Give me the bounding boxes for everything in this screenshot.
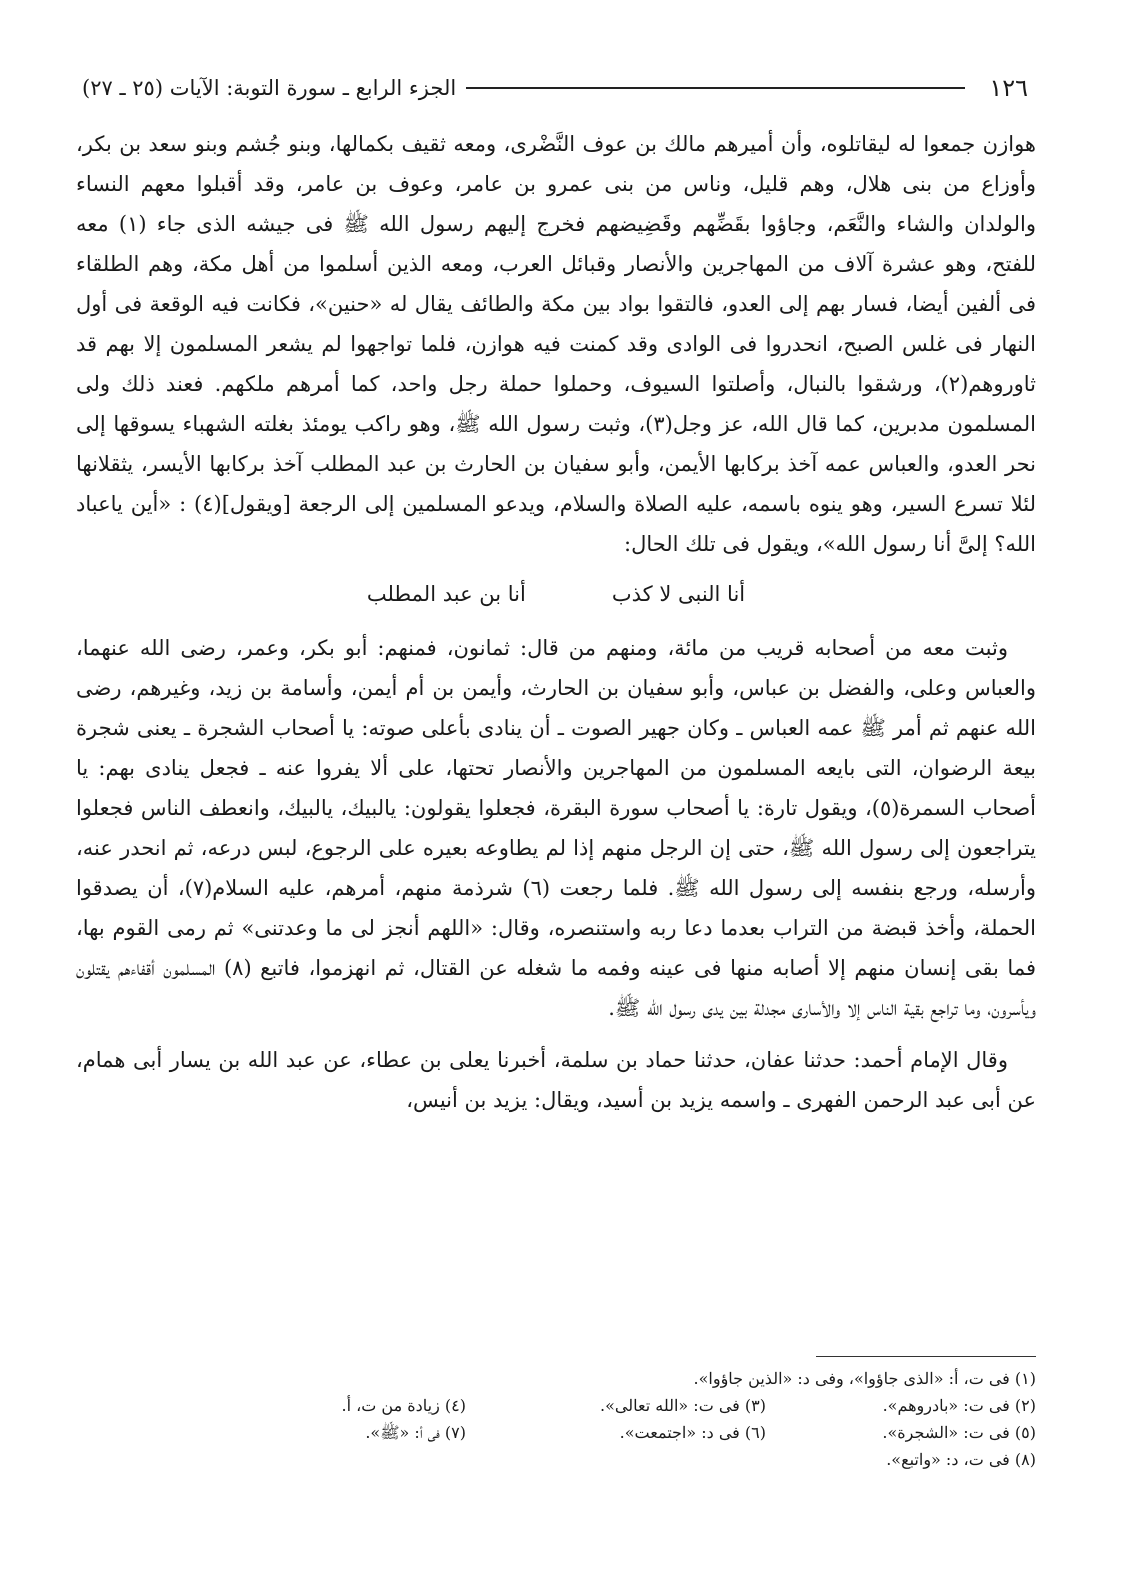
footnote-6: (٦) فى د: «اجتمعت». (619, 1423, 766, 1442)
paragraph-2: وثبت معه من أصحابه قريب من مائة، ومنهم من قال: ثمانون، فمنهم: أبو بكر، وعمر، رضى الله عنهما، والعباس وعلى، والفضل بن عباس، وأبو سفيان بن الحارث، وأيمن بن أم أيمن، وأسامة بن زيد، وغيرهم، رضى الله عنهم ثم أمر ﷺ عمه العباس ـ وكان جهير الصوت ـ أن ينادى بأعلى صوته: يا أصحاب الشجرة ـ يعنى شجرة بيعة الرضوان، التى بايعه المسلمون من المهاجرين والأنصار تحتها، على ألا يفروا عنه ـ فجعل ينادى بهم: يا أصحاب السمرة(٥)، ويقول تارة: يا أصحاب سورة البقرة، فجعلوا يقولون: يالبيك، يالبيك، وانعطف الناس فجعلوا يتراجعون إلى رسول الله ﷺ، حتى إن الرجل منهم إذا لم يطاوعه بعيره على الرجوع، لبس درعه، ثم انحدر عنه، وأرسله، ورجع بنفسه إلى رسول الله ﷺ. فلما رجعت (٦) شرذمة منهم، أمرهم، عليه السلام(٧)، أن يصدقوا الحملة، وأخذ قبضة من التراب بعدما دعا ربه واستنصره، وقال: «اللهم أنجز لى ما وعدتنى» ثم رمى القوم بها، فما بقى إنسان منهم إلا أصابه منها فى عينه وفمه ما شغله عن القتال، ثم انهزموا، فاتبع (٨) المسلمون أقفاءهم يقتلون ويأسرون، وما تراجع بقية الناس إلا والأسارى مجدلة بين يدى رسول الله ﷺ. (76, 636, 1036, 1020)
footnote-rule (816, 1356, 1036, 1357)
footnote-5: (٥) فى ت: «الشجرة». (882, 1423, 1036, 1442)
footnote-2: (٢) فى ت: «بادروهم». (882, 1396, 1036, 1415)
paragraph-3: وقال الإمام أحمد: حدثنا عفان، حدثنا حماد بن سلمة، أخبرنا يعلى بن عطاء، عن عبد الله بن يسار أبى همام، عن أبى عبد الرحمن الفهرى ـ واسمه يزيد بن أسيد، ويقال: يزيد بن أنيس، (76, 1048, 1036, 1112)
footnote-7: (٧) فى أ: «ﷺ». (365, 1423, 466, 1442)
page-number: ١٢٦ (989, 74, 1028, 102)
main-text (76, 124, 1036, 1120)
footnote-4: (٤) زيادة من ت، أ. (341, 1396, 466, 1415)
paragraph-1: هوازن جمعوا له ليقاتلوه، وأن أميرهم مالك بن عوف النَّضْرى، ومعه ثقيف بكمالها، وبنو جُشم وبنو سعد بن بكر، وأوزاع من بنى هلال، وهم قليل، وناس من بنى عمرو بن عامر، وعوف بن عامر، وقد أقبلوا معهم النساء والولدان والشاء والنَّعَم، وجاؤوا بقَضِّهم وقَضِيضهم فخرج إليهم رسول الله ﷺ فى جيشه الذى جاء (١) معه للفتح، وهو عشرة آلاف من المهاجرين والأنصار وقبائل العرب، ومعه الذين أسلموا من أهل مكة، وهم الطلقاء فى ألفين أيضا، فسار بهم إلى العدو، فالتقوا بواد بين مكة والطائف يقال له «حنين»، فكانت فيه الوقعة فى أول النهار فى غلس الصبح، انحدروا فى الوادى وقد كمنت فيه هوازن، فلما تواجهوا لم يشعر المسلمون إلا بهم قد ثاوروهم(٢)، ورشقوا بالنبال، وأصلتوا السيوف، وحملوا حملة رجل واحد، كما أمرهم ملكهم. فعند ذلك ولى المسلمون مدبرين، كما قال الله، عز وجل(٣)، وثبت رسول الله ﷺ، وهو راكب يومئذ بغلته الشهباء يسوقها إلى نحر العدو، والعباس عمه آخذ بركابها الأيمن، وأبو سفيان بن الحارث بن عبد المطلب آخذ بركابها الأيسر، يثقلانها لئلا تسرع السير، وهو ينوه باسمه، عليه الصلاة والسلام، ويدعو المسلمين إلى الرجعة [ويقول](٤) : «أين ياعباد الله؟ إلىَّ أنا رسول الله»، ويقول فى تلك الحال: (76, 132, 1037, 556)
footnote-row (76, 1419, 1036, 1446)
footnote-row (76, 1365, 1036, 1392)
footnote-3: (٣) فى ت: «الله تعالى». (600, 1396, 766, 1415)
verse-second-hemistich: أنا بن عبد المطلب (366, 582, 526, 606)
footnote-row (76, 1392, 1036, 1419)
poem-verse (76, 570, 1036, 618)
running-title: الجزء الرابع ـ سورة التوبة: الآيات (٢٥ ـ ٢٧) (82, 76, 457, 100)
footnotes (76, 1356, 1036, 1473)
footnote-8: (٨) فى ت، د: «واتبع». (886, 1450, 1036, 1469)
header-rule (466, 87, 965, 89)
verse-first-hemistich: أنا النبى لا كذب (611, 582, 746, 606)
footnote-1: (١) فى ت، أ: «الذى جاؤوا»، وفى د: «الذين جاؤوا». (693, 1369, 1036, 1388)
running-header (82, 68, 1028, 108)
footnote-row (76, 1446, 1036, 1473)
